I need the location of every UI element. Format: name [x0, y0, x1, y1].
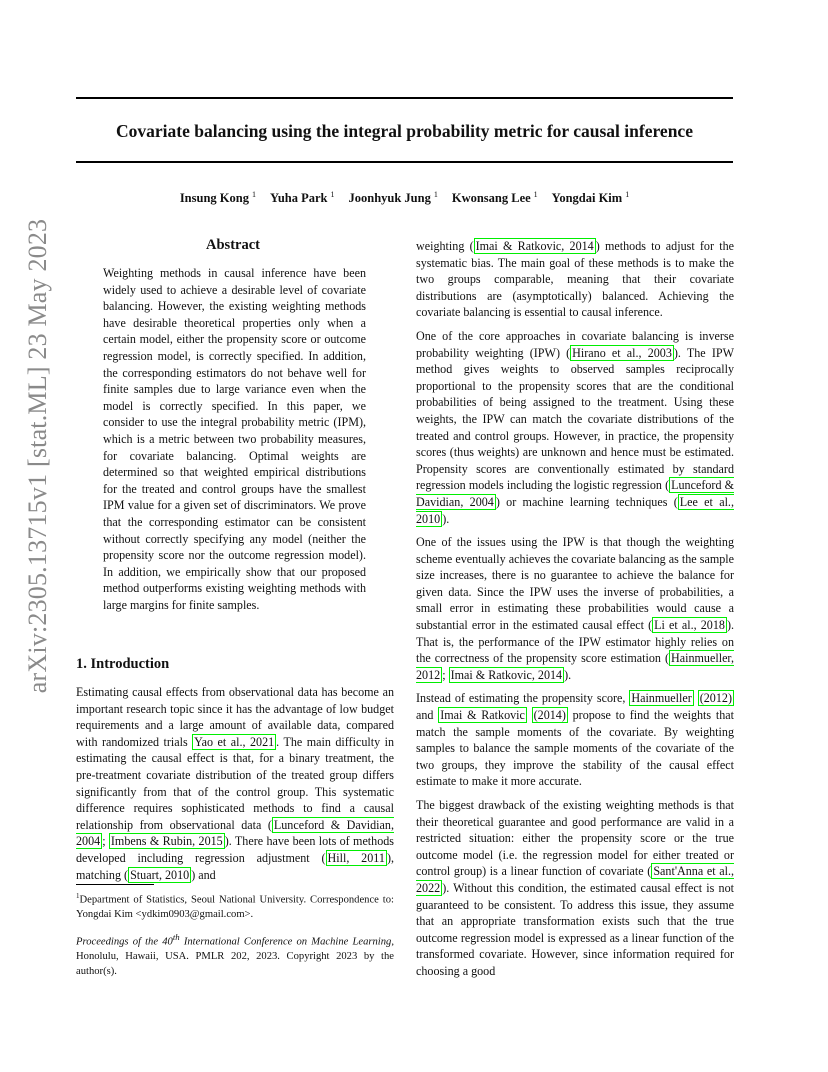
proceedings-italic-sup: th — [172, 932, 180, 942]
citation-link[interactable]: Lunceford & Davidian, 2004 — [76, 817, 394, 849]
citation-link[interactable]: (2014) — [533, 708, 566, 723]
proceedings-rest: , Honolulu, Hawaii, USA. PMLR 202, 2023. Copyright 2023 by the author(s). — [76, 936, 394, 977]
footnote-text: Department of Statistics, Seoul National University. Correspondence to: Yongdai Kim <ydkim0903@gmail.com>. — [76, 894, 394, 921]
author-affiliation-mark: 1 — [251, 190, 256, 199]
citation-link[interactable]: Li et al., 2018 — [654, 618, 725, 633]
introduction-text: Estimating causal effects from observational data has become an important research topic since it has the advantage of low budget requirements and a large amount of available data, compared with randomized trials Yao et al., 2021 . The main difficulty in estimating the causal effect is that, for a binary treatment, the pre-treatment covariate distribution of the treated group differs significantly from that of the control group. This systematic difference requires sophisticated methods to find a causal relationship from observational data ( Lunceford & Davidian, 2004 ; Imbens & Rubin, 2015 ). There have been lots of methods developed including regression adjustment ( Hill, 2011 ), matching ( Stuart, 2010 ) and — [76, 685, 395, 882]
author-affiliation-mark: 1 — [533, 190, 538, 199]
citation-link[interactable]: (2012) — [699, 691, 732, 706]
introduction-heading: 1. Introduction — [76, 656, 170, 672]
proceedings-italic-a: Proceedings of the — [76, 936, 159, 948]
footnote-mark: 1 — [76, 892, 80, 900]
body-paragraph: One of the issues using the IPW is that though the weighting scheme eventually achieves the covariate balancing as the sample size increases, there is no guarantee to achieve the balance for given data. Since the IPW uses the inverse of probabilities, a small error in estimating these probabilities would cause a substantial error in the estimated causal effect ( Li et al., 2018 ). That is, the performance of the IPW estimator highly relies on the correctness of the propensity score estimation ( Hainmueller, 2012 ; Imai & Ratkovic, 2014 ). — [416, 535, 734, 682]
title-bottom-rule — [76, 161, 733, 163]
footnote-rule — [76, 884, 154, 885]
body-paragraph: One of the core approaches in covariate balancing is inverse probability weighting (IPW) ( Hirano et al., 2003 ). The IPW method gives weights to observed samples reciprocally proportional to the propensity scores that are the conditional probabilities of being assigned to the treatment. Using these weights, the IPW can match the covariate distributions of the treated and control groups. However, in practice, the propensity scores (thus weights) are unknown and hence must be estimated. Propensity scores are conventionally estimated by standard regression models including the logistic regression ( Lunceford & Davidian, 2004 ) or machine learning techniques ( Lee et al., 2010 ). — [416, 328, 735, 526]
author-name: Insung Kong — [179, 191, 249, 206]
arxiv-stamp: arXiv:2305.13715v1 [stat.ML] 23 May 2023 — [23, 218, 52, 694]
paper-title: Covariate balancing using the integral probability metric for causal inference — [116, 121, 693, 141]
abstract-text: Weighting methods in causal inference have been widely used to achieve a desirable level of covariate balancing. However, the existing weighting methods have desirable theoretical properties only when a certain model, either the propensity score or outcome regression model, is correctly specified. In addition, the corresponding estimators do not behave well for finite samples due to large variance even when the model is correctly specified. In this paper, we consider to use the integral probability metric (IPM), which is a metric between two probability measures, for covariate balancing. Optimal weights are determined so that weighted empirical distributions for the treated and control groups have the smallest IPM value for a given set of discriminators. We prove that the corresponding estimator can be consistent without correctly specifying any model (neither the propensity score nor the outcome regression model). In addition, we empirically show that our proposed method outperforms existing weighting methods with large margins for finite samples. — [103, 266, 366, 612]
citation-link[interactable]: Hainmueller, 2012 — [416, 651, 734, 682]
citation-link[interactable]: Lee et al., 2010 — [416, 494, 734, 526]
citation-link[interactable]: Hainmueller — [631, 691, 692, 706]
proceedings-italic-c: International Conference on Machine Learning — [183, 936, 392, 948]
author-name: Kwonsang Lee — [451, 191, 531, 206]
author-affiliation-mark: 1 — [433, 190, 438, 199]
body-paragraph: Instead of estimating the propensity score, Hainmueller (2012) and Imai & Ratkovic (2014) propose to find the weights that match the sample moments of the covariate. By weighting samples to balance the sample moments of the covariate of the two groups, they improve the stability of the causal effect estimate to make it more accurate. — [416, 691, 734, 789]
proceedings-note — [76, 930, 394, 979]
citation-link[interactable]: Yao et al., 2021 — [194, 734, 275, 749]
body-paragraph: The biggest drawback of the existing weighting methods is that their theoretical guarantee and good performance are valid in a restricted situation: either the propensity score or the true outcome model (i.e. the regression model for either treated or control group) is a linear function of covariate ( Sant'Anna et al., 2022 ). Without this condition, the estimated causal effect is not guaranteed to be consistent. To address this issue, they assume that an appropriate transformation exists such that the true outcome regression model is expressed as a linear function of the transformed covariate. However, since information required for choosing a good — [416, 798, 734, 978]
author-affiliation-mark: 1 — [330, 190, 335, 199]
citation-link[interactable]: Imai & Ratkovic, 2014 — [475, 239, 594, 253]
citation-link[interactable]: Sant'Anna et al., 2022 — [416, 864, 734, 895]
citation-link[interactable]: Lunceford & Davidian, 2004 — [416, 478, 735, 509]
abstract-heading: Abstract — [206, 237, 260, 253]
citation-link[interactable]: Imai & Ratkovic — [440, 708, 525, 723]
citation-link[interactable]: Imbens & Rubin, 2015 — [110, 834, 223, 849]
citation-link[interactable]: Stuart, 2010 — [130, 867, 190, 882]
title-top-rule — [76, 97, 733, 99]
author-name: Yuha Park — [269, 191, 328, 206]
author-name: Yongdai Kim — [551, 191, 623, 206]
author-list — [76, 190, 733, 206]
author-affiliation-mark: 1 — [625, 190, 630, 199]
right-column — [416, 238, 734, 987]
author-name: Joonhyuk Jung — [348, 191, 431, 206]
citation-link[interactable]: Imai & Ratkovic, 2014 — [450, 667, 563, 682]
proceedings-italic-b: 40 — [162, 936, 173, 948]
affiliation-footnote — [76, 889, 394, 923]
citation-link[interactable]: Hirano et al., 2003 — [572, 345, 672, 360]
body-paragraph: weighting ( Imai & Ratkovic, 2014 ) methods to adjust for the systematic bias. The main goal of these methods is to make the two groups comparable, meaning that their covariate distributions are (asymptotically) balanced. Achieving the covariate balancing is essential to causal inference. — [416, 239, 735, 320]
citation-link[interactable]: Hill, 2011 — [327, 850, 385, 865]
